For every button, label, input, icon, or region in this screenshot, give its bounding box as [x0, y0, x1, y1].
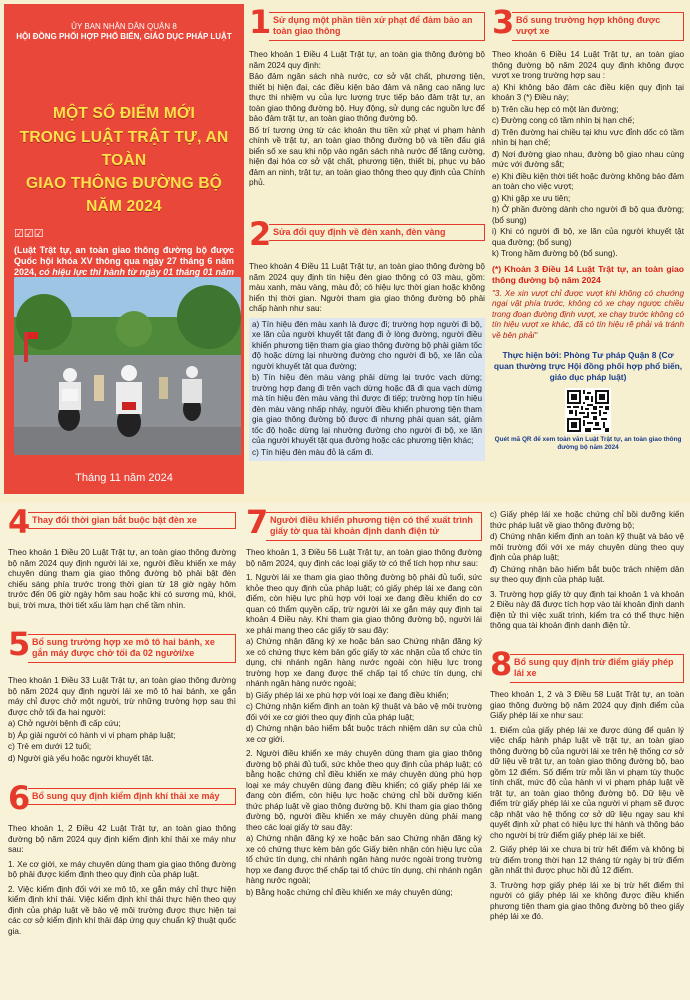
- section-3-quote: "3. Xe xin vượt chỉ được vượt khi không có chướng ngại vật phía trước, không có xe chạy ngược chiều trong đoạn đường định vượt, xe chạy trước không có tín hiệu vượt xe khác, đã có tín hiệu rẽ phải và tránh về bên phải": [492, 288, 684, 340]
- section-4-p1: Theo khoản 1 Điều 20 Luật Trật tự, an toàn giao thông đường bộ năm 2024 quy định người lái xe, người điều khiển xe máy chuyên dùng tham gia giao thông đường bộ phải bật đèn chiếu sáng phía trước trong thời gian từ 18 giờ ngày hôm trước đến 06 giờ ngày hôm sau hoặc khi có sương mù, khói, bụi, trời mưa, thời tiết xấu làm hạn chế tầm nhìn.: [8, 548, 236, 610]
- section-3-number: 3: [492, 3, 515, 41]
- section-2-body: [249, 262, 485, 461]
- section-7-p1: Theo khoản 1, 3 Điều 56 Luật Trật tự, an toàn giao thông đường bộ năm 2024, quy định các loại giấy tờ có thể tích hợp như sau:: [246, 548, 482, 568]
- qr-caption: Quét mã QR để xem toàn văn Luật Trật tự, an toàn giao thông đường bộ năm 2024: [494, 436, 682, 452]
- section-8-body: [490, 690, 684, 923]
- section-3-note-title: (*) Khoản 3 Điều 14 Luật Trật tự, an toàn giao thông đường bộ năm 2024: [492, 263, 684, 285]
- bottom-panel: [0, 502, 690, 1000]
- section-1-number: 1: [249, 3, 272, 41]
- section-7-body: [246, 548, 482, 898]
- section-7-p4: 3. Trường hợp giấy tờ quy định tại khoản 1 và khoản 2 Điều này đã được tích hợp vào tài khoản định danh điện tử thì việc xuất trình, kiểm tra có thể thực hiện thông qua tài khoản định danh điện tử.: [490, 589, 684, 630]
- section-4-heading: [8, 503, 236, 544]
- list-item: i) Khi có người đi bộ, xe lăn của người khuyết tật qua đường; (bổ sung): [492, 227, 684, 247]
- section-7-continued: [490, 510, 684, 633]
- top-panel: [0, 0, 690, 498]
- section-3-title: Bổ sung trường hợp không được vượt xe: [512, 12, 684, 41]
- section-2-highlight: [249, 318, 485, 462]
- section-1: [249, 3, 485, 190]
- org-line-1: ỦY BAN NHÂN DÂN QUẬN 8: [71, 22, 177, 31]
- performer-credit: Thực hiện bởi: Phòng Tư pháp Quận 8 (Cơ quan thường trực Hội đồng phối hợp phổ biến, giáo dục pháp luật): [493, 350, 683, 382]
- section-3-heading: [492, 3, 684, 44]
- section-1-p2: Bảo đảm ngân sách nhà nước, cơ sở vật chất, phương tiện, thiết bị hiện đại, các điều kiện bảo đảm và nâng cao năng lực thực thi nhiệm vụ của lực lượng trực tiếp bảo đảm trật tự, an toàn giao thông đường bộ. Huy động, sử dụng các nguồn lực để bảo đảm trật tự, an toàn giao thông đường bộ.: [249, 72, 485, 123]
- section-3-body: [492, 50, 684, 453]
- section-4: [8, 503, 236, 612]
- section-8-heading: [490, 645, 684, 686]
- list-item: d) Người già yếu hoặc người khuyết tật.: [8, 753, 154, 763]
- section-3-p1: Theo khoản 6 Điều 14 Luật Trật tự, an toàn giao thông đường bộ năm 2024 quy định không được vượt xe trong trường hợp sau :: [492, 50, 684, 80]
- cover-panel: [4, 4, 244, 494]
- section-6-p3: 2. Việc kiểm định đối với xe mô tô, xe gắn máy chỉ thực hiện kiểm định khí thải. Việc kiểm định khí thải thực hiện theo quy định của pháp luật về bảo vệ môi trường được thực hiện tại các cơ sở kiểm định khí thải đáp ứng quy chuẩn kỹ thuật quốc gia.: [8, 884, 236, 936]
- list-item: b) Trên cầu hẹp có một làn đường;: [492, 104, 619, 114]
- list-item: g) Khi gặp xe ưu tiên;: [492, 193, 571, 203]
- list-item: c) Đường cong có tầm nhìn bị hạn chế;: [492, 116, 635, 125]
- section-2-item-c: c) Tín hiệu đèn màu đỏ là cấm đi.: [252, 447, 374, 457]
- main-title-line-4: NĂM 2024: [86, 198, 162, 216]
- section-5-title: Bổ sung trường hợp xe mô tô hai bánh, xe gắn máy được chở tối đa 02 người/xe: [28, 634, 236, 663]
- org-line-2: HỘI ĐỒNG PHỐI HỢP PHỔ BIẾN, GIÁO DỤC PHÁP LUẬT: [16, 32, 232, 42]
- section-6-heading: [8, 779, 236, 820]
- section-7-p3: 2. Người điều khiển xe máy chuyên dùng tham gia giao thông đường bộ phải đủ tuổi, sức khỏe theo quy định của pháp luật; có bằng hoặc chứng chỉ điều khiển xe máy chuyên dùng phù hợp loại xe máy chuyên dùng đang điều khiển; có giấy phép lái xe đang còn điểm, còn hiệu lực hoặc chứng chỉ bồi dưỡng kiến thức pháp luật về giao thông đường bộ. Khi tham gia giao thông đường bộ, người điều khiển xe máy chuyên dùng phải mang theo các loại giấy tờ sau đây:: [246, 749, 482, 832]
- list-item: e) Khi điều kiện thời tiết hoặc đường không bảo đảm an toàn cho việc vượt;: [492, 171, 684, 191]
- section-4-body: [8, 548, 236, 611]
- section-2-item-b: b) Tín hiệu đèn màu vàng phải dừng lại trước vạch dừng; trường hợp đang đi trên vạch dừng hoặc đã đi qua vạch dừng mà tín hiệu đèn màu vàng thì được đi tiếp; trường hợp tín hiệu đèn màu vàng nhấp nháy, người điều khiển phương tiện tham gia giao thông đường bộ được đi nhưng phải quan sát, giảm tốc độ hoặc dừng lại nhường đường cho người đi bộ, xe lăn của người khuyết tật qua đường hoặc các phương tiện khác;: [252, 373, 482, 445]
- main-title: [4, 102, 244, 218]
- list-item: h) Ở phần đường dành cho người đi bộ qua đường; (bổ sung): [492, 205, 684, 225]
- section-5-heading: [8, 625, 236, 672]
- list-item: d) Chứng nhận kiểm định an toàn kỹ thuật và bảo vệ môi trường đối với xe máy chuyên dùng theo quy định của pháp luật;: [490, 532, 684, 562]
- section-2: [249, 215, 485, 461]
- section-5: [8, 625, 236, 765]
- section-5-body: [8, 676, 236, 764]
- traffic-police-photo: [14, 277, 241, 455]
- section-2-heading: [249, 215, 485, 256]
- list-item: d) Trên đường hai chiều tại khu vực đỉnh dốc có tầm nhìn bị hạn chế;: [492, 127, 684, 147]
- section-6-body: [8, 824, 236, 937]
- section-8-title: Bổ sung quy định trừ điểm giấy phép lái xe: [510, 654, 684, 683]
- section-8-p3: 2. Giấy phép lái xe chưa bị trừ hết điểm và không bị trừ điểm trong thời hạn 12 tháng từ ngày bị trừ điểm gần nhất thì được phục hồi đủ 12 điểm.: [490, 845, 684, 875]
- section-8-p2: 1. Điểm của giấy phép lái xe được dùng để quản lý việc chấp hành pháp luật về trật tự, an toàn giao thông đường bộ của người lái xe trên hệ thống cơ sở dữ liệu về trật tự, an toàn giao thông đường bộ, bao gồm 12 điểm. Số điểm trừ mỗi lần vi phạm tùy thuộc tính chất, mức độ của hành vi vi phạm pháp luật về trật tự, an toàn giao thông đường bộ. Dữ liệu về điểm trừ giấy phép lái xe của người vi phạm sẽ được cập nhật vào hệ thống cơ sở dữ liệu ngay sau khi quyết định xử phạt có hiệu lực thi hành và thông báo cho người bị trừ điểm giấy phép lái xe biết.: [490, 725, 684, 840]
- checkmark-icons: ☑☑☑: [14, 227, 44, 240]
- section-7-p2: 1. Người lái xe tham gia giao thông đường bộ phải đủ tuổi, sức khỏe theo quy định của pháp luật; có giấy phép lái xe đang còn điểm, còn hiệu lực phù hợp với loại xe đang điều khiển do cơ quan có thẩm quyền cấp, trừ người lái xe gắn máy quy định tại khoản 4 Điều này. Khi tham gia giao thông đường bộ, người lái xe phải mang theo các giấy tờ sau đây:: [246, 573, 482, 635]
- section-5-number: 5: [8, 625, 31, 663]
- list-item: a) Chứng nhận đăng ký xe hoặc bản sao Chứng nhận đăng ký xe có chứng thực kèm bản gốc giấy tờ xác nhận của tổ chức tín dụng, chi nhánh ngân hàng nước ngoài còn hiệu lực trong trường hợp xe đang được thế chấp tại tổ chức tín dụng, chi nhánh ngân hàng nước ngoài;: [246, 637, 482, 688]
- photo-illustration: [14, 277, 241, 455]
- section-8-number: 8: [490, 645, 513, 683]
- main-title-line-3: GIAO THÔNG ĐƯỜNG BỘ: [25, 175, 223, 193]
- section-1-heading: [249, 3, 485, 44]
- list-item: d) Chứng nhận bảo hiểm bắt buộc trách nhiệm dân sự của chủ xe cơ giới.: [246, 724, 482, 744]
- section-7-continued-body: [490, 510, 684, 632]
- list-item: a) Chứng nhận đăng ký xe hoặc bản sao Chứng nhận đăng ký xe có chứng thực kèm bản gốc Giấy biên nhận còn hiệu lực của tổ chức tín dụng, chi nhánh ngân hàng nước ngoài trong trường hợp xe đang được thế chấp tại tổ chức tín dụng, chi nhánh ngân hàng nước ngoài;: [246, 834, 482, 885]
- section-8-p1: Theo khoản 1, 2 và 3 Điều 58 Luật Trật tự, an toàn giao thông đường bộ năm 2024 quy định điểm của Giấy phép lái xe như sau:: [490, 690, 684, 720]
- list-item: c) Chứng nhận kiểm định an toàn kỹ thuật và bảo vệ môi trường đối với xe cơ giới theo quy định của pháp luật;: [246, 702, 482, 722]
- section-2-number: 2: [249, 215, 272, 253]
- section-1-p1: Theo khoản 1 Điều 4 Luật Trật tự, an toàn gia thông đường bộ năm 2024 quy định:: [249, 50, 485, 70]
- section-2-p1: Theo khoản 4 Điều 11 Luật Trật tự, an toàn giao thông đường bộ năm 2024 quy định tín hiệu đèn giao thông có 03 màu, gồm: màu xanh, màu vàng, màu đỏ; có hiệu lực thời gian hoặc không hiển thị thời gian. Người tham gia giao thông đường bộ phải chấp hành như sau:: [249, 262, 485, 313]
- list-item: c) Giấy phép lái xe hoặc chứng chỉ bồi dưỡng kiến thức pháp luật về giao thông đường bộ;: [490, 510, 684, 530]
- qr-code-icon[interactable]: [565, 388, 611, 434]
- qr-code-graphic: [567, 390, 609, 432]
- section-6-p2: 1. Xe cơ giới, xe máy chuyên dùng tham gia giao thông đường bộ phải được kiểm định theo quy định của pháp luật.: [8, 859, 236, 879]
- section-2-title: Sửa đổi quy định về đèn xanh, đèn vàng: [269, 224, 485, 241]
- list-item: đ) Nơi đường giao nhau, đường bộ giao nhau cùng mức với đường sắt;: [492, 149, 684, 169]
- section-1-p3: Bố trí tương ứng từ các khoản thu tiền xử phạt vi phạm hành chính về trật tự, an toàn giao thông đường bộ và tiền đấu giá biển số xe sau khi nộp vào ngân sách nhà nước để tăng cường, hiện đại hóa cơ sở vật chất, phương tiện, thiết bị, phục vụ bảo đảm an ninh, trật tự, an toàn giao thông theo quy định của Chính phủ.: [249, 125, 485, 187]
- section-1-body: [249, 50, 485, 189]
- section-8-p4: 3. Trường hợp giấy phép lái xe bị trừ hết điểm thì người có giấy phép lái xe không được điều khiển phương tiện tham gia giao thông đường bộ theo giấy phép lái xe đó.: [490, 880, 684, 921]
- list-item: a) Chở người bệnh đi cấp cứu;: [8, 719, 121, 728]
- main-title-line-2: TRONG LUẬT TRẬT TỰ, AN TOÀN: [19, 128, 229, 169]
- publication-month: Tháng 11 năm 2024: [75, 472, 173, 484]
- list-item: b) Giấy phép lái xe phù hợp với loại xe đang điều khiển;: [246, 690, 449, 700]
- section-1-title: Sử dụng một phần tiền xử phạt để đảm bảo an toàn giao thông: [269, 12, 485, 41]
- section-7-title: Người điều khiển phương tiện có thể xuất trình giấy tờ qua tài khoản định danh điện tử: [266, 512, 482, 541]
- section-6-p1: Theo khoản 1, 2 Điều 42 Luật Trật tự, an toàn giao thông đường bộ năm 2024 quy định kiểm định khí thải xe máy như sau:: [8, 824, 236, 854]
- list-item: c) Trẻ em dưới 12 tuổi;: [8, 742, 92, 751]
- section-8: [490, 645, 684, 924]
- list-item: đ) Chứng nhận bảo hiểm bắt buộc trách nhiệm dân sự theo quy định của pháp luật.: [490, 564, 684, 584]
- section-2-item-a: a) Tín hiệu đèn màu xanh là được đi; trường hợp người đi bộ, xe lăn của người khuyết tật đang đi ở lòng đường, người điều khiển phương tiện tham gia giao thông đường bộ phải giảm tốc độ hoặc dừng lại nhường đường cho người đi bộ, xe lăn của người khuyết tật qua đường;: [252, 319, 482, 371]
- section-6-title: Bổ sung quy định kiểm định khí thải xe máy: [28, 788, 236, 805]
- list-item: b) Áp giải người có hành vi vi phạm pháp luật;: [8, 730, 176, 740]
- section-7: [246, 503, 482, 899]
- section-7-heading: [246, 503, 482, 544]
- section-3: [492, 3, 684, 453]
- section-6-number: 6: [8, 779, 31, 817]
- list-item: b) Bằng hoặc chứng chỉ điều khiển xe máy chuyên dùng;: [246, 887, 453, 897]
- list-item: a) Khi không bảo đảm các điều kiện quy định tại khoản 3 (*) Điều này;: [492, 82, 684, 102]
- cover-intro-text: (Luật Trật tự, an toàn giao thông đường bộ được Quốc hội khóa XV thông qua ngày 27 tháng 6 năm 2024,: [14, 244, 234, 278]
- list-item: k) Trong hầm đường bộ (bổ sung).: [492, 249, 618, 258]
- section-4-title: Thay đổi thời gian bắt buộc bật đèn xe: [28, 512, 236, 529]
- section-4-number: 4: [8, 503, 31, 541]
- cover-intro-effective: có hiệu lực thi hành từ ngày 01 tháng 01 năm: [39, 267, 234, 278]
- main-title-line-1: MỘT SỐ ĐIỂM MỚI: [53, 105, 195, 123]
- section-6: [8, 779, 236, 938]
- section-5-p1: Theo khoản 1 Điều 33 Luật Trật tự, an toàn giao thông đường bộ năm 2024 quy định người lái xe mô tô hai bánh, xe gắn máy chỉ được chở một người, trừ những trường hợp sau thì được chở tối đa hai người:: [8, 676, 236, 717]
- section-7-number: 7: [246, 503, 269, 541]
